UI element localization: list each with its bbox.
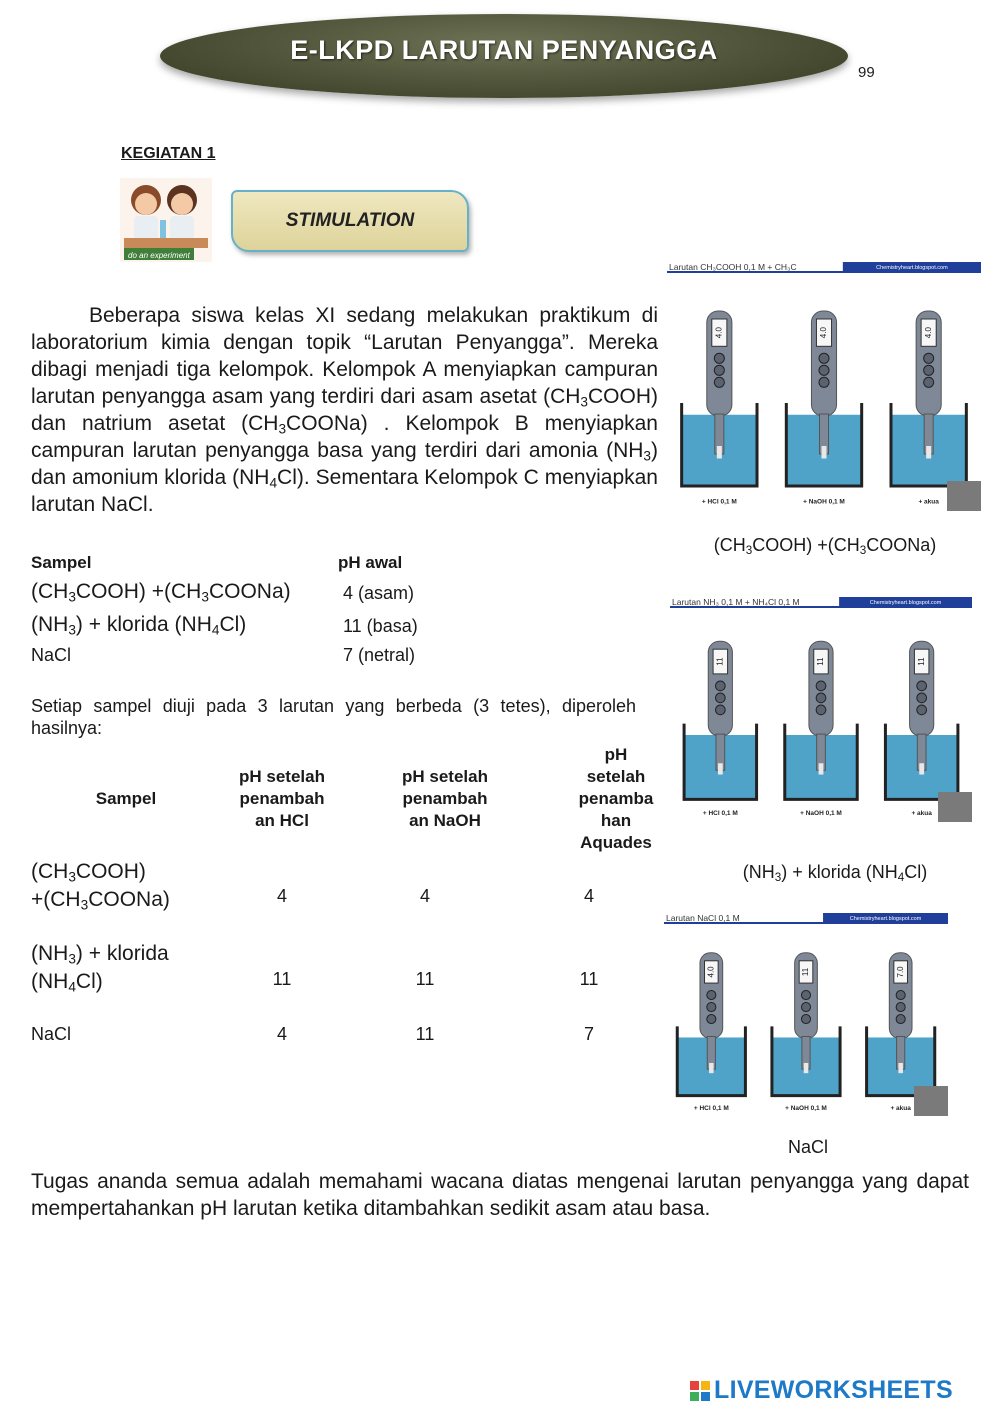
ph-meter-button — [896, 1003, 905, 1012]
beaker-label: + HCl 0,1 M — [702, 810, 738, 818]
ph-meter-button — [714, 377, 724, 387]
liveworksheets-logo — [690, 1376, 953, 1405]
ph-meter-tip — [821, 446, 826, 459]
ph-meter-panel-acid-buffer — [667, 261, 981, 511]
ph-meter-button — [716, 693, 726, 703]
ph-meter-button — [924, 365, 934, 375]
panel-site: Chemistryheart.blogspot.com — [869, 600, 942, 606]
ph-meter-button — [816, 693, 826, 703]
panel-title: Larutan CH₃COOH 0,1 M + CH₃C — [669, 262, 797, 272]
result-row-2-naoh: 11 — [415, 969, 435, 989]
result-row-1-hcl: 4 — [276, 886, 287, 906]
corner-overlay — [938, 792, 972, 822]
ph-meter-button — [816, 681, 826, 691]
panel-caption-acid-buffer: $(CH_3COOH)$ $+(CH_3COONa)$ — [713, 535, 937, 557]
ph-meter-button — [707, 1003, 716, 1012]
initial-row-3-ph: 7 (netral) — [343, 645, 416, 665]
ph-meter-button — [917, 693, 927, 703]
ph-meter-tip — [919, 763, 924, 774]
ph-meter-panel-base-buffer — [670, 596, 972, 822]
ph-meter-tip — [898, 1063, 903, 1073]
ph-reading: 4.0 — [706, 966, 716, 978]
brand-name: LIVEWORKSHEETS — [714, 1376, 953, 1404]
initial-row-2-ph: 11 (basa) — [343, 616, 418, 636]
result-header-hcl: pH setelah penambah an HCl — [239, 767, 325, 830]
ph-meter-button — [924, 353, 934, 363]
ph-meter-tip — [819, 763, 824, 774]
result-row-3-hcl: 4 — [276, 1024, 287, 1044]
result-row-3-naoh: 11 — [415, 1024, 435, 1044]
beaker-label: + NaOH 0,1 M — [803, 498, 845, 506]
panel-site: Chemistryheart.blogspot.com — [849, 916, 922, 922]
ph-meter-button — [801, 1003, 810, 1012]
ph-reading: 11 — [916, 657, 926, 666]
test-intro: Setiap sampel diuji pada 3 larutan yang berbeda (3 tetes), diperoleh hasilnya: — [31, 696, 636, 738]
result-row-2-aq: 11 — [579, 969, 599, 989]
beaker-label: + NaOH 0,1 M — [800, 810, 842, 818]
initial-row-2-sample: $(NH_3)$ + klorida $(NH_4Cl)$ — [31, 613, 247, 638]
panel-title: Larutan NaCl 0,1 M — [666, 913, 740, 923]
panel-caption-nacl: NaCl — [787, 1137, 828, 1157]
ph-meter-button — [714, 365, 724, 375]
initial-col-ph: pH awal — [338, 553, 403, 572]
beaker-label: + HCl 0,1 M — [693, 1104, 729, 1112]
corner-overlay — [914, 1086, 948, 1116]
ph-meter-button — [801, 991, 810, 1000]
result-header-aquades: pH setelah penamba han Aquades — [578, 745, 654, 852]
result-row-2-label: $(NH_3)$ + klorida $(NH_4Cl)$ — [31, 942, 169, 995]
beaker-label: + akua — [918, 498, 939, 506]
ph-meter-button — [707, 1015, 716, 1024]
ph-meter-tip — [709, 1063, 714, 1073]
liveworksheets-logo-mark — [690, 1381, 710, 1401]
corner-overlay — [947, 481, 981, 511]
panel-title: Larutan NH₃ 0,1 M + NH₄Cl 0,1 M — [672, 597, 800, 607]
conclusion-paragraph: Tugas ananda semua adalah memahami wacana diatas mengenai larutan penyangga yang dapat mempertahankan pH larutan ketika ditambahkan sedikit asam atau basa. — [31, 1170, 969, 1220]
initial-row-1-ph: 4 (asam) — [343, 583, 415, 603]
ph-meter-button — [917, 681, 927, 691]
initial-col-sample: Sampel — [31, 553, 92, 572]
kids-experiment-illustration — [120, 178, 212, 262]
initial-row-1-sample: $(CH_3COOH)$ $+(CH_3COONa)$ — [31, 580, 291, 605]
illustration-caption: do an experiment — [128, 251, 190, 260]
ph-reading: 11 — [816, 657, 826, 666]
panel-caption-base-buffer: $(NH_3)$ + klorida $(NH_4Cl)$ — [742, 862, 928, 884]
stimulation-label: STIMULATION — [285, 210, 415, 231]
beaker-label: + akua — [890, 1104, 911, 1112]
ph-meter-button — [819, 365, 829, 375]
ph-meter-panel-nacl — [664, 912, 948, 1116]
ph-reading: 4.0 — [819, 327, 829, 339]
ph-meter-button — [716, 705, 726, 715]
result-row-3-label: NaCl — [31, 1024, 72, 1044]
ph-reading: 4.0 — [923, 327, 933, 339]
ph-meter-button — [896, 1015, 905, 1024]
ph-meter-button — [714, 353, 724, 363]
ph-meter-button — [816, 705, 826, 715]
beaker-label: + NaOH 0,1 M — [785, 1104, 827, 1112]
ph-reading: 11 — [801, 967, 811, 977]
result-row-3-aq: 7 — [583, 1024, 594, 1044]
ph-meter-button — [716, 681, 726, 691]
ph-meter-tip — [804, 1063, 809, 1073]
result-header-sample: Sampel — [95, 789, 157, 808]
beaker-label: + HCl 0,1 M — [701, 498, 737, 506]
result-row-1-aq: 4 — [583, 886, 594, 906]
stimulation-badge — [231, 190, 469, 252]
ph-meter-button — [917, 705, 927, 715]
ph-meter-button — [819, 377, 829, 387]
initial-row-3-sample: NaCl — [31, 645, 72, 665]
result-row-1-naoh: 4 — [419, 886, 430, 906]
beaker-label: + akua — [911, 810, 932, 818]
ph-reading: 7.0 — [895, 966, 905, 978]
page-number: 99 — [858, 64, 875, 81]
title-banner — [160, 14, 848, 98]
ph-meter-tip — [926, 446, 931, 459]
ph-meter-button — [819, 353, 829, 363]
ph-meter-tip — [718, 763, 723, 774]
panel-site: Chemistryheart.blogspot.com — [876, 265, 948, 271]
result-header-naoh: pH setelah penambah an NaOH — [402, 767, 488, 830]
ph-meter-button — [801, 1015, 810, 1024]
ph-meter-button — [924, 377, 934, 387]
ph-reading: 11 — [715, 657, 725, 666]
ph-meter-button — [896, 991, 905, 1000]
result-row-2-hcl: 11 — [272, 969, 292, 989]
ph-meter-tip — [717, 446, 722, 459]
intro-paragraph: Beberapa siswa kelas XI sedang melakukan praktikum di laboratorium kimia dengan topik “Larutan Penyangga”. Mereka dibagi menjadi tiga kelompok. Kelompok A menyiapkan campuran larutan penyangga asam yang terdiri dari asam asetat $(CH_3COOH)$ dan natrium asetat $(CH_3COONa)$ . Kelompok B menyiapkan campuran larutan penyangga basa yang terdiri dari amonia $(NH_3)$ dan amonium klorida $(NH_4Cl)$. Sementara Kelompok C menyiapkan larutan NaCl. — [31, 304, 658, 516]
ph-reading: 4.0 — [714, 327, 724, 339]
result-row-1-label: $(CH_3COOH)$ $+(CH_3COONa)$ — [31, 860, 170, 913]
activity-label: KEGIATAN 1 — [121, 145, 216, 162]
ph-meter-button — [707, 991, 716, 1000]
page-title: E-LKPD LARUTAN PENYANGGA — [290, 34, 718, 65]
